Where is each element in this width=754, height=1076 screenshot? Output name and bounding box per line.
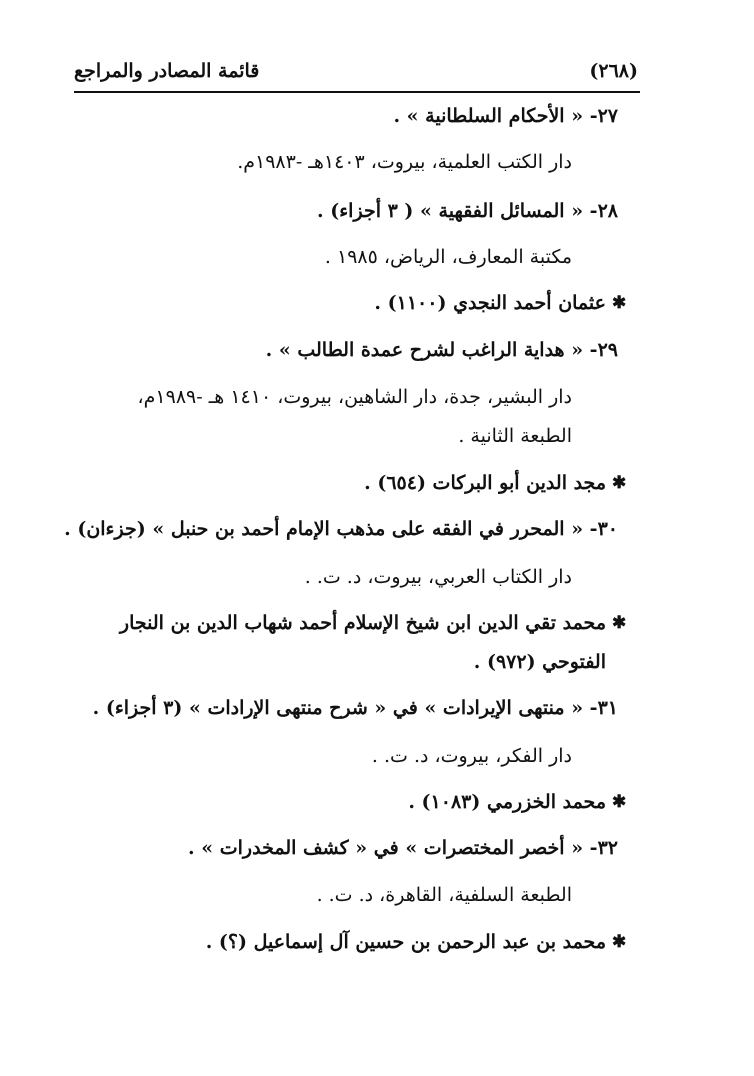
entry-30-publisher: دار الكتاب العربي، بيروت، د. ت. . [304, 566, 572, 588]
entry-27-title: ٢٧- « الأحكام السلطانية » . [393, 105, 618, 127]
entry-32-publisher: الطبعة السلفية، القاهرة، د. ت. . [316, 884, 572, 906]
entry-29-title: ٢٩- « هداية الراغب لشرح عمدة الطالب » . [265, 339, 618, 361]
author-ibn-al-najjar-cont: الفتوحي (٩٧٢) . [473, 651, 606, 673]
page-number: (٢٦٨) [589, 60, 638, 82]
author-majd-al-din: مجد الدين أبو البركات (٦٥٤) . [364, 472, 606, 494]
header-rule [74, 91, 640, 93]
entry-28-publisher: مكتبة المعارف، الرياض، ١٩٨٥ . [324, 246, 572, 268]
author-bullet-icon: ✱ [612, 293, 627, 313]
author-bullet-icon: ✱ [612, 792, 627, 812]
author-bullet-icon: ✱ [612, 473, 627, 493]
author-al-ismail: محمد بن عبد الرحمن بن حسين آل إسماعيل (؟) . [205, 931, 606, 953]
entry-31-title: ٣١- « منتهى الإيرادات » في « شرح منتهى الإرادات » (٣ أجزاء) . [92, 697, 618, 719]
entry-30-title: ٣٠- « المحرر في الفقه على مذهب الإمام أحمد بن حنبل » (جزءان) . [64, 518, 618, 540]
entry-29-publisher: دار البشير، جدة، دار الشاهين، بيروت، ١٤١٠ هـ -١٩٨٩م، [137, 386, 572, 408]
entry-32-title: ٣٢- « أخصر المختصرات » في « كشف المخدرات » . [188, 837, 618, 859]
author-bullet-icon: ✱ [612, 932, 627, 952]
author-bullet-icon: ✱ [612, 613, 627, 633]
entry-27-publisher: دار الكتب العلمية، بيروت، ١٤٠٣هـ -١٩٨٣م. [237, 151, 572, 173]
entry-31-publisher: دار الفكر، بيروت، د. ت. . [371, 745, 572, 767]
page-header [74, 60, 638, 90]
author-ibn-al-najjar: محمد تقي الدين ابن شيخ الإسلام أحمد شهاب الدين بن النجار [119, 612, 606, 634]
author-al-khazrami: محمد الخزرمي (١٠٨٣) . [408, 791, 606, 813]
entry-28-title: ٢٨- « المسائل الفقهية » ( ٣ أجزاء) . [317, 200, 618, 222]
entry-29-edition: الطبعة الثانية . [458, 425, 572, 447]
running-title: قائمة المصادر والمراجع [74, 60, 260, 82]
author-uthman-najdi: عثمان أحمد النجدي (١١٠٠) . [374, 292, 606, 314]
